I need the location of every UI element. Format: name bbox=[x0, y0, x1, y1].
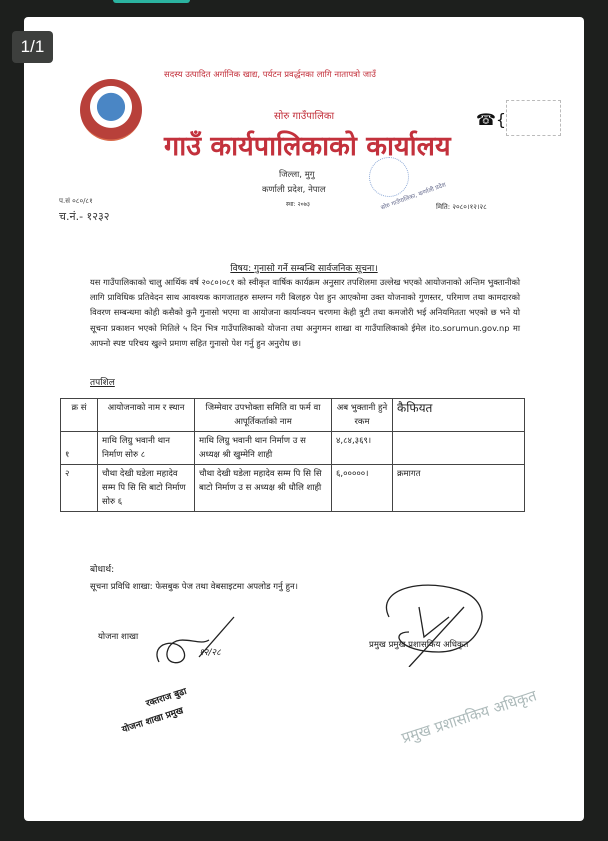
office-stamp bbox=[369, 157, 409, 197]
signatory-name: रक्तराज बुढा bbox=[144, 686, 188, 710]
details-label: तपशिल bbox=[90, 378, 115, 388]
header-sn: क्र सं bbox=[61, 399, 98, 432]
chief-officer-stamp: प्रमुख प्रशासकिय अधिकृत bbox=[399, 686, 539, 748]
cell-project: माथि लिग्रु भवानी थान निर्माण सोरु ८ bbox=[98, 432, 195, 465]
stamp-text: सोरु गाउँपालिका, कर्णाली प्रदेश bbox=[380, 181, 447, 212]
right-signature bbox=[369, 577, 499, 667]
cc-line: सूचना प्रविधि शाखा: फेसबुक पेज तथा वेबसाइटमा अपलोड गर्नु हुन। bbox=[90, 582, 298, 592]
cell-remarks bbox=[393, 432, 525, 465]
left-signature bbox=[149, 612, 239, 672]
header-remarks: कैफियत bbox=[393, 399, 525, 432]
office-title: गाउँ कार्यपालिकाको कार्यालय bbox=[164, 131, 451, 162]
document-page bbox=[24, 17, 584, 821]
projects-table bbox=[60, 398, 525, 512]
signatory-title: योजना शाखा प्रमुख bbox=[120, 706, 185, 736]
established: स्था: २०७३ bbox=[286, 201, 311, 208]
nepal-emblem-logo bbox=[80, 79, 142, 141]
chief-officer-title: प्रमुख प्रमुख प्रशासकिय अधिकृत bbox=[369, 640, 469, 650]
left-signature-date: १२/२८ bbox=[199, 648, 221, 658]
page-counter: 1/1 bbox=[12, 31, 53, 63]
cell-remarks: क्रमागत bbox=[393, 465, 525, 512]
cell-amount: ४,८४,३६९। bbox=[332, 432, 393, 465]
header-amount: अब भुक्तानी हुने रकम bbox=[332, 399, 393, 432]
notice-subject: विषय: गुनासो गर्ने सम्बन्धि सार्वजनिक सूचना। bbox=[230, 264, 378, 274]
cell-sn: २ bbox=[61, 465, 98, 512]
table-row bbox=[61, 432, 525, 465]
reference-number: प.सं ०८०/८१ bbox=[59, 197, 93, 205]
header-project: आयोजनाको नाम र स्थान bbox=[98, 399, 195, 432]
cell-amount: ६,०००००। bbox=[332, 465, 393, 512]
phone-numbers-box bbox=[506, 100, 561, 136]
dispatch-number: च.नं.- १२३२ bbox=[59, 210, 110, 223]
table-header-row bbox=[61, 399, 525, 432]
municipality-name: सोरु गाउँपालिका bbox=[274, 111, 335, 122]
planning-section-label: योजना शाखा bbox=[98, 632, 139, 642]
letterhead-tagline: सदस्य उत्पादित अर्गानिक खाद्य, पर्यटन प्रवर्द्धनका लागि नातापत्रो जाउँ bbox=[164, 70, 376, 80]
cc-label: बोधार्थ: bbox=[90, 565, 115, 575]
letter-date: मिति: २०८०।१२।२८ bbox=[436, 203, 487, 211]
cell-committee: चौथा देखी घडेला महादेव सम्म पि सि सि बाटो निर्माण उ स अध्यक्ष श्री धौलि शाही bbox=[195, 465, 332, 512]
cell-committee: माथि लिग्रु भवानी थान निर्माण उ स अध्यक्ष श्री खुम्मेनि शाही bbox=[195, 432, 332, 465]
phone-icon: ☎{ bbox=[476, 110, 507, 129]
table-row bbox=[61, 465, 525, 512]
cell-project: चौथा देखी घडेला महादेव सम्म पि सि सि बाटो निर्माण सोरु ६ bbox=[98, 465, 195, 512]
district: जिल्ला, मुगु bbox=[279, 170, 315, 180]
header-committee: जिम्मेवार उपभोक्ता समिति वा फर्म वा आपूर्तिकर्ताको नाम bbox=[195, 399, 332, 432]
cell-sn: १ bbox=[61, 432, 98, 465]
notice-body: यस गाउँपालिकाको चालु आर्थिक वर्ष २०८०।०८१ को स्वीकृत वार्षिक कार्यक्रम अनुसार तपशिलमा उल्लेख भएको आयोजनाको अन्तिम भुक्तानीको लागि प्राविधिक प्रतिवेदन साथ आवश्यक कागजातहरु सम्लग्न गरी बिलहरु पेश हुन आएकोमा उक्त योजनाको गुणस्तर, परिमाण तथा कामदारको विवरण सम्बन्धमा कोही कसैको कुनै गुनासो भएमा वा आयोजना कार्यान्वयन चरणमा केही त्रुटी तथा कमजोरी भई अनियमितता भएको छ भने यो सूचना प्रकाशन भएको मितिले ५ दिन भित्र गाउँपालिकाको योजना तथा अनुगमन शाखा वा गाउँपालिकाको ईमेल ito.sorumun.gov.np मा आफ्नो स्पष्ट परिचय खुल्ने प्रमाण सहित गुनासो पेश गर्नु हुन अनुरोध छ। bbox=[90, 277, 520, 348]
province: कर्णाली प्रदेश, नेपाल bbox=[262, 185, 326, 195]
active-tab-indicator bbox=[113, 0, 190, 3]
